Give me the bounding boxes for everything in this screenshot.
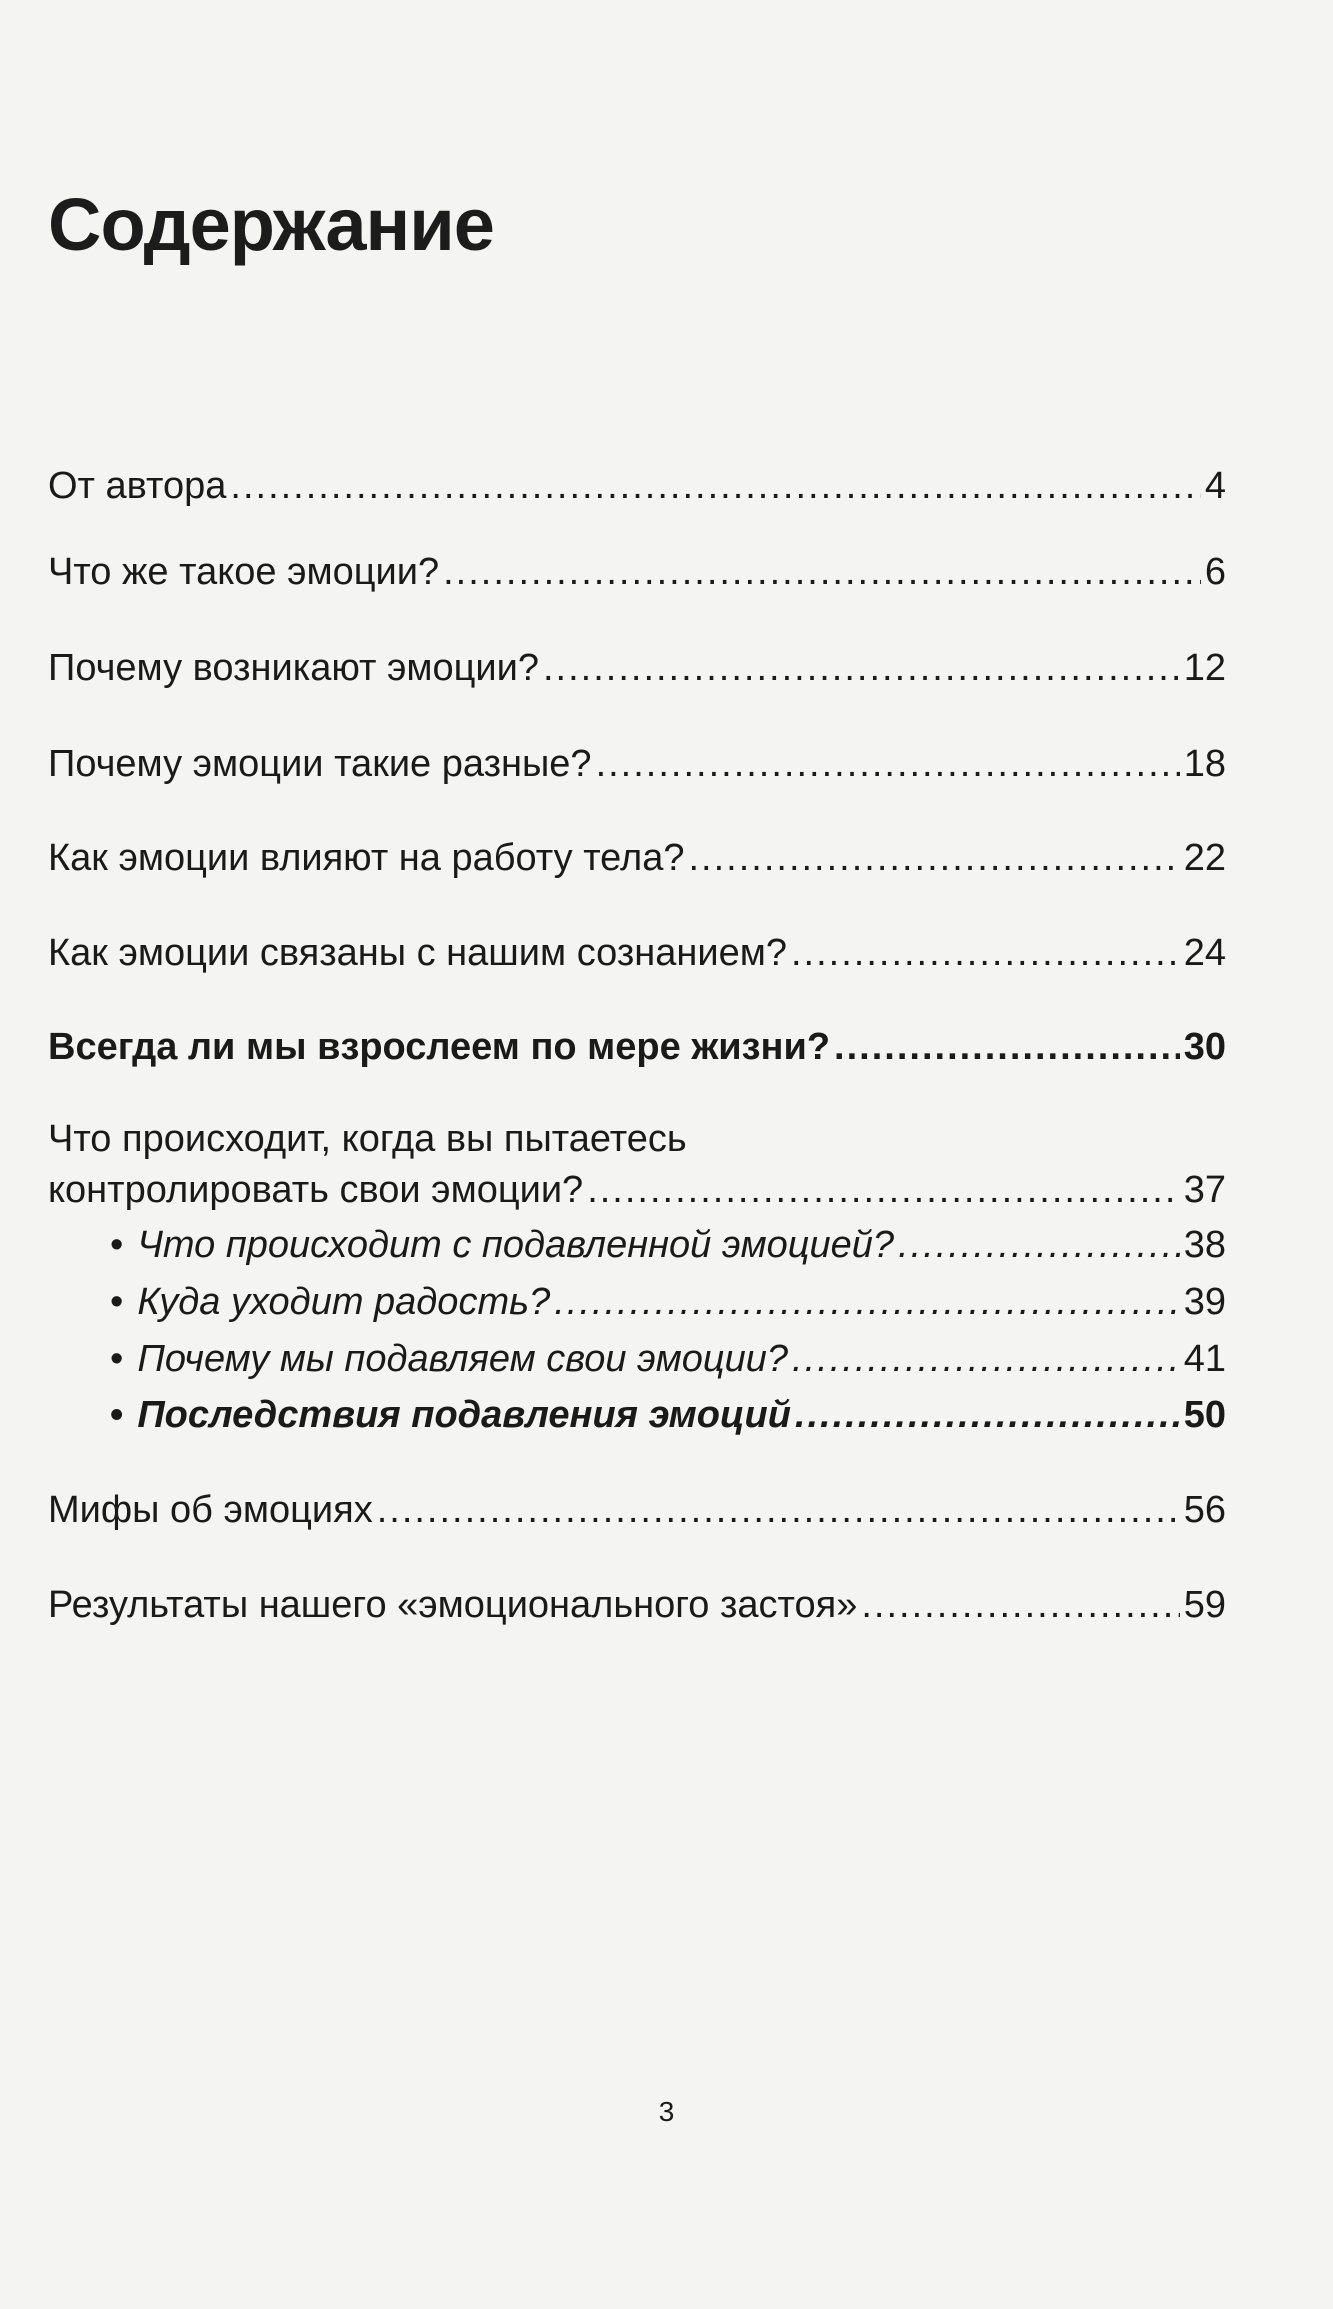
toc-subentry-title: Почему мы подавляем свои эмоции? [137, 1338, 789, 1380]
dot-leader [587, 1167, 1180, 1213]
bullet: • [110, 1281, 124, 1323]
toc-entry-page: 6 [1204, 551, 1226, 593]
toc-entry-page: 12 [1183, 647, 1226, 689]
toc-entry-title: Как эмоции связаны с нашим сознанием? [48, 932, 787, 974]
toc-entry [48, 835, 1226, 881]
toc-entry-title-line1: Что происходит, когда вы пытаетесь [48, 1118, 687, 1160]
toc-subentry-page: 39 [1183, 1281, 1226, 1323]
dot-leader [898, 1222, 1180, 1268]
page-number: 3 [658, 2096, 675, 2127]
toc-subentry-page: 41 [1183, 1338, 1226, 1380]
dot-leader [377, 1487, 1180, 1533]
toc-entry-page: 30 [1183, 1026, 1226, 1068]
dot-leader [791, 930, 1180, 976]
toc-entry-title: Что же такое эмоции? [48, 551, 440, 593]
dot-leader [596, 741, 1180, 787]
toc-subentry-page: 38 [1183, 1224, 1226, 1266]
toc-subentry-title: Куда уходит радость? [137, 1281, 551, 1323]
dot-leader [543, 645, 1180, 691]
toc-entry [48, 645, 1226, 691]
toc-entry [48, 1487, 1226, 1533]
dot-leader [443, 549, 1201, 595]
toc-entry-page: 24 [1183, 932, 1226, 974]
toc-entry-page: 59 [1183, 1584, 1226, 1626]
dot-leader [861, 1582, 1179, 1628]
toc-entry-page: 37 [1183, 1169, 1226, 1211]
toc-entry-page: 56 [1183, 1489, 1226, 1531]
toc-entry-title: Всегда ли мы взрослеем по мере жизни? [48, 1026, 831, 1068]
dot-leader [688, 835, 1179, 881]
toc-entry-title: Почему эмоции такие разные? [48, 743, 592, 785]
toc-entry-page: 4 [1204, 465, 1226, 507]
toc-subentry [110, 1336, 1226, 1382]
toc-entry-page: 18 [1183, 743, 1226, 785]
toc-entry [48, 1582, 1226, 1628]
toc-subentry [110, 1279, 1226, 1325]
toc-entry [48, 463, 1226, 509]
toc-entry-title: Мифы об эмоциях [48, 1489, 373, 1531]
toc-entry-title: От автора [48, 465, 227, 507]
toc-entry-page: 22 [1183, 837, 1226, 879]
toc-subentry-title: Что происходит с подавленной эмоцией? [137, 1224, 895, 1266]
dot-leader [834, 1024, 1180, 1070]
bullet: • [110, 1224, 124, 1266]
toc-entry-title: Результаты нашего «эмоционального застоя» [48, 1584, 858, 1626]
bullet: • [110, 1394, 124, 1436]
toc-entry-title: Почему возникают эмоции? [48, 647, 539, 689]
toc-subentry-title: Последствия подавления эмоций [137, 1394, 791, 1436]
toc-entry [48, 930, 1226, 976]
dot-leader [554, 1279, 1180, 1325]
dot-leader [792, 1336, 1180, 1382]
toc-entry [48, 741, 1226, 787]
toc-subentry [110, 1392, 1226, 1438]
toc-entry [48, 1024, 1226, 1070]
bullet: • [110, 1338, 124, 1380]
toc-entry-title: контролировать свои эмоции? [48, 1169, 584, 1211]
toc-entry-title: Как эмоции влияют на работу тела? [48, 837, 685, 879]
page-title: Содержание [48, 183, 494, 266]
toc-subentry [110, 1222, 1226, 1268]
toc-entry [48, 549, 1226, 595]
toc-subentry-page: 50 [1183, 1394, 1226, 1436]
dot-leader [230, 463, 1200, 509]
toc-entry [48, 1167, 1226, 1213]
dot-leader [795, 1392, 1180, 1438]
